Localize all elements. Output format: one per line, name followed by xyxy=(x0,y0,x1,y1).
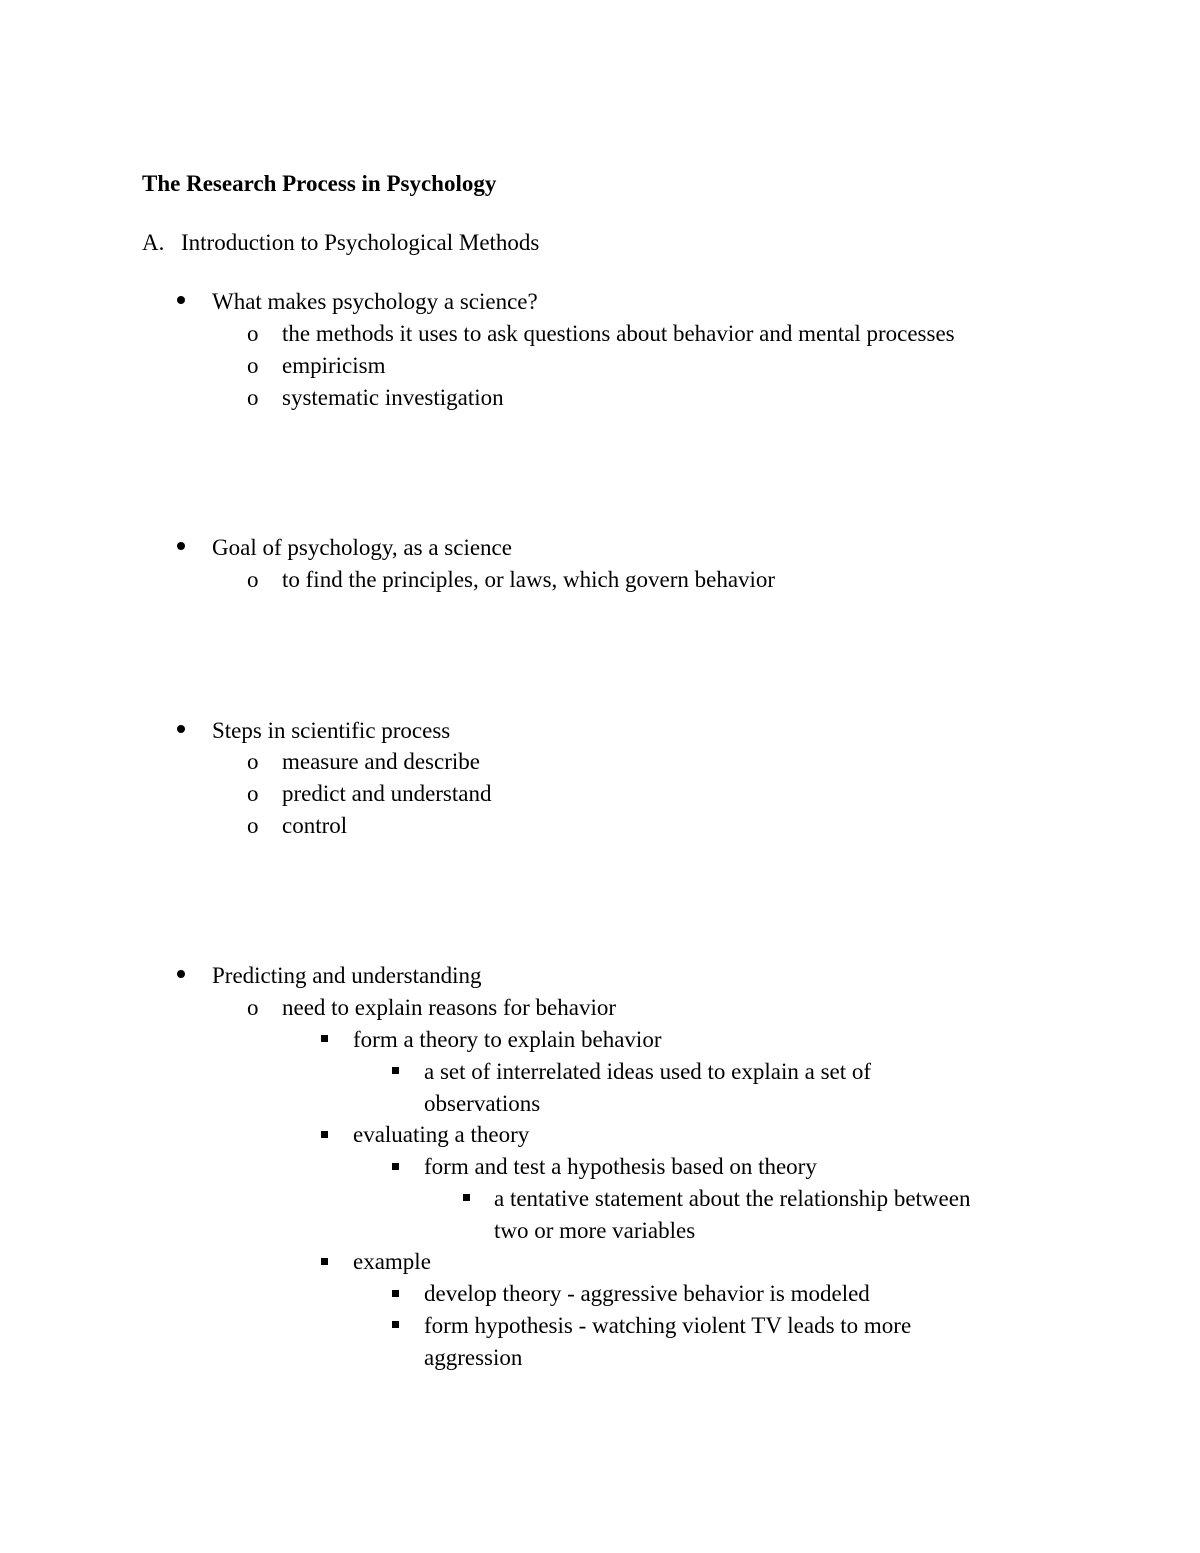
list-item: control xyxy=(282,813,348,838)
list-item: measure and describe xyxy=(282,749,480,774)
document-title: The Research Process in Psychology xyxy=(142,171,497,196)
list-item-continuation: two or more variables xyxy=(494,1218,696,1243)
sub-bullet-marker: o xyxy=(247,353,259,378)
section-title: Introduction to Psychological Methods xyxy=(181,230,540,255)
list-item: Goal of psychology, as a science xyxy=(212,535,512,560)
list-item-continuation: aggression xyxy=(424,1345,523,1370)
list-item: evaluating a theory xyxy=(353,1122,530,1147)
list-item: systematic investigation xyxy=(282,385,504,410)
sub-bullet-marker: o xyxy=(247,781,259,806)
sub-bullet-marker: o xyxy=(247,813,259,838)
list-item: example xyxy=(353,1249,431,1274)
square-bullet-marker xyxy=(321,1035,328,1042)
sub-bullet-marker: o xyxy=(247,321,259,346)
list-item: empiricism xyxy=(282,353,386,378)
square-bullet-marker xyxy=(321,1131,328,1138)
list-item: need to explain reasons for behavior xyxy=(282,995,617,1020)
list-item: develop theory - aggressive behavior is modeled xyxy=(424,1281,870,1306)
square-bullet-marker xyxy=(321,1258,328,1265)
bullet-marker xyxy=(177,970,185,978)
list-item: Steps in scientific process xyxy=(212,718,451,743)
list-item: predict and understand xyxy=(282,781,492,806)
square-bullet-marker xyxy=(392,1067,399,1074)
list-item-continuation: observations xyxy=(424,1091,541,1116)
square-bullet-marker xyxy=(392,1163,399,1170)
sub-bullet-marker: o xyxy=(247,385,259,410)
section-letter: A. xyxy=(142,230,165,255)
list-item: form hypothesis - watching violent TV leads to more xyxy=(424,1313,912,1338)
list-item: form a theory to explain behavior xyxy=(353,1027,662,1052)
bullet-marker xyxy=(177,296,185,304)
square-bullet-marker xyxy=(463,1194,470,1201)
list-item: to find the principles, or laws, which govern behavior xyxy=(282,567,776,592)
bullet-marker xyxy=(177,725,185,733)
list-item: form and test a hypothesis based on theory xyxy=(424,1154,817,1179)
list-item: What makes psychology a science? xyxy=(212,289,538,314)
sub-bullet-marker: o xyxy=(247,749,259,774)
list-item: Predicting and understanding xyxy=(212,963,482,988)
sub-bullet-marker: o xyxy=(247,995,259,1020)
square-bullet-marker xyxy=(392,1321,399,1328)
sub-bullet-marker: o xyxy=(247,567,259,592)
list-item: a tentative statement about the relationship between xyxy=(494,1186,971,1211)
square-bullet-marker xyxy=(392,1290,399,1297)
bullet-marker xyxy=(177,542,185,550)
list-item: the methods it uses to ask questions about behavior and mental processes xyxy=(282,321,955,346)
list-item: a set of interrelated ideas used to explain a set of xyxy=(424,1059,872,1084)
